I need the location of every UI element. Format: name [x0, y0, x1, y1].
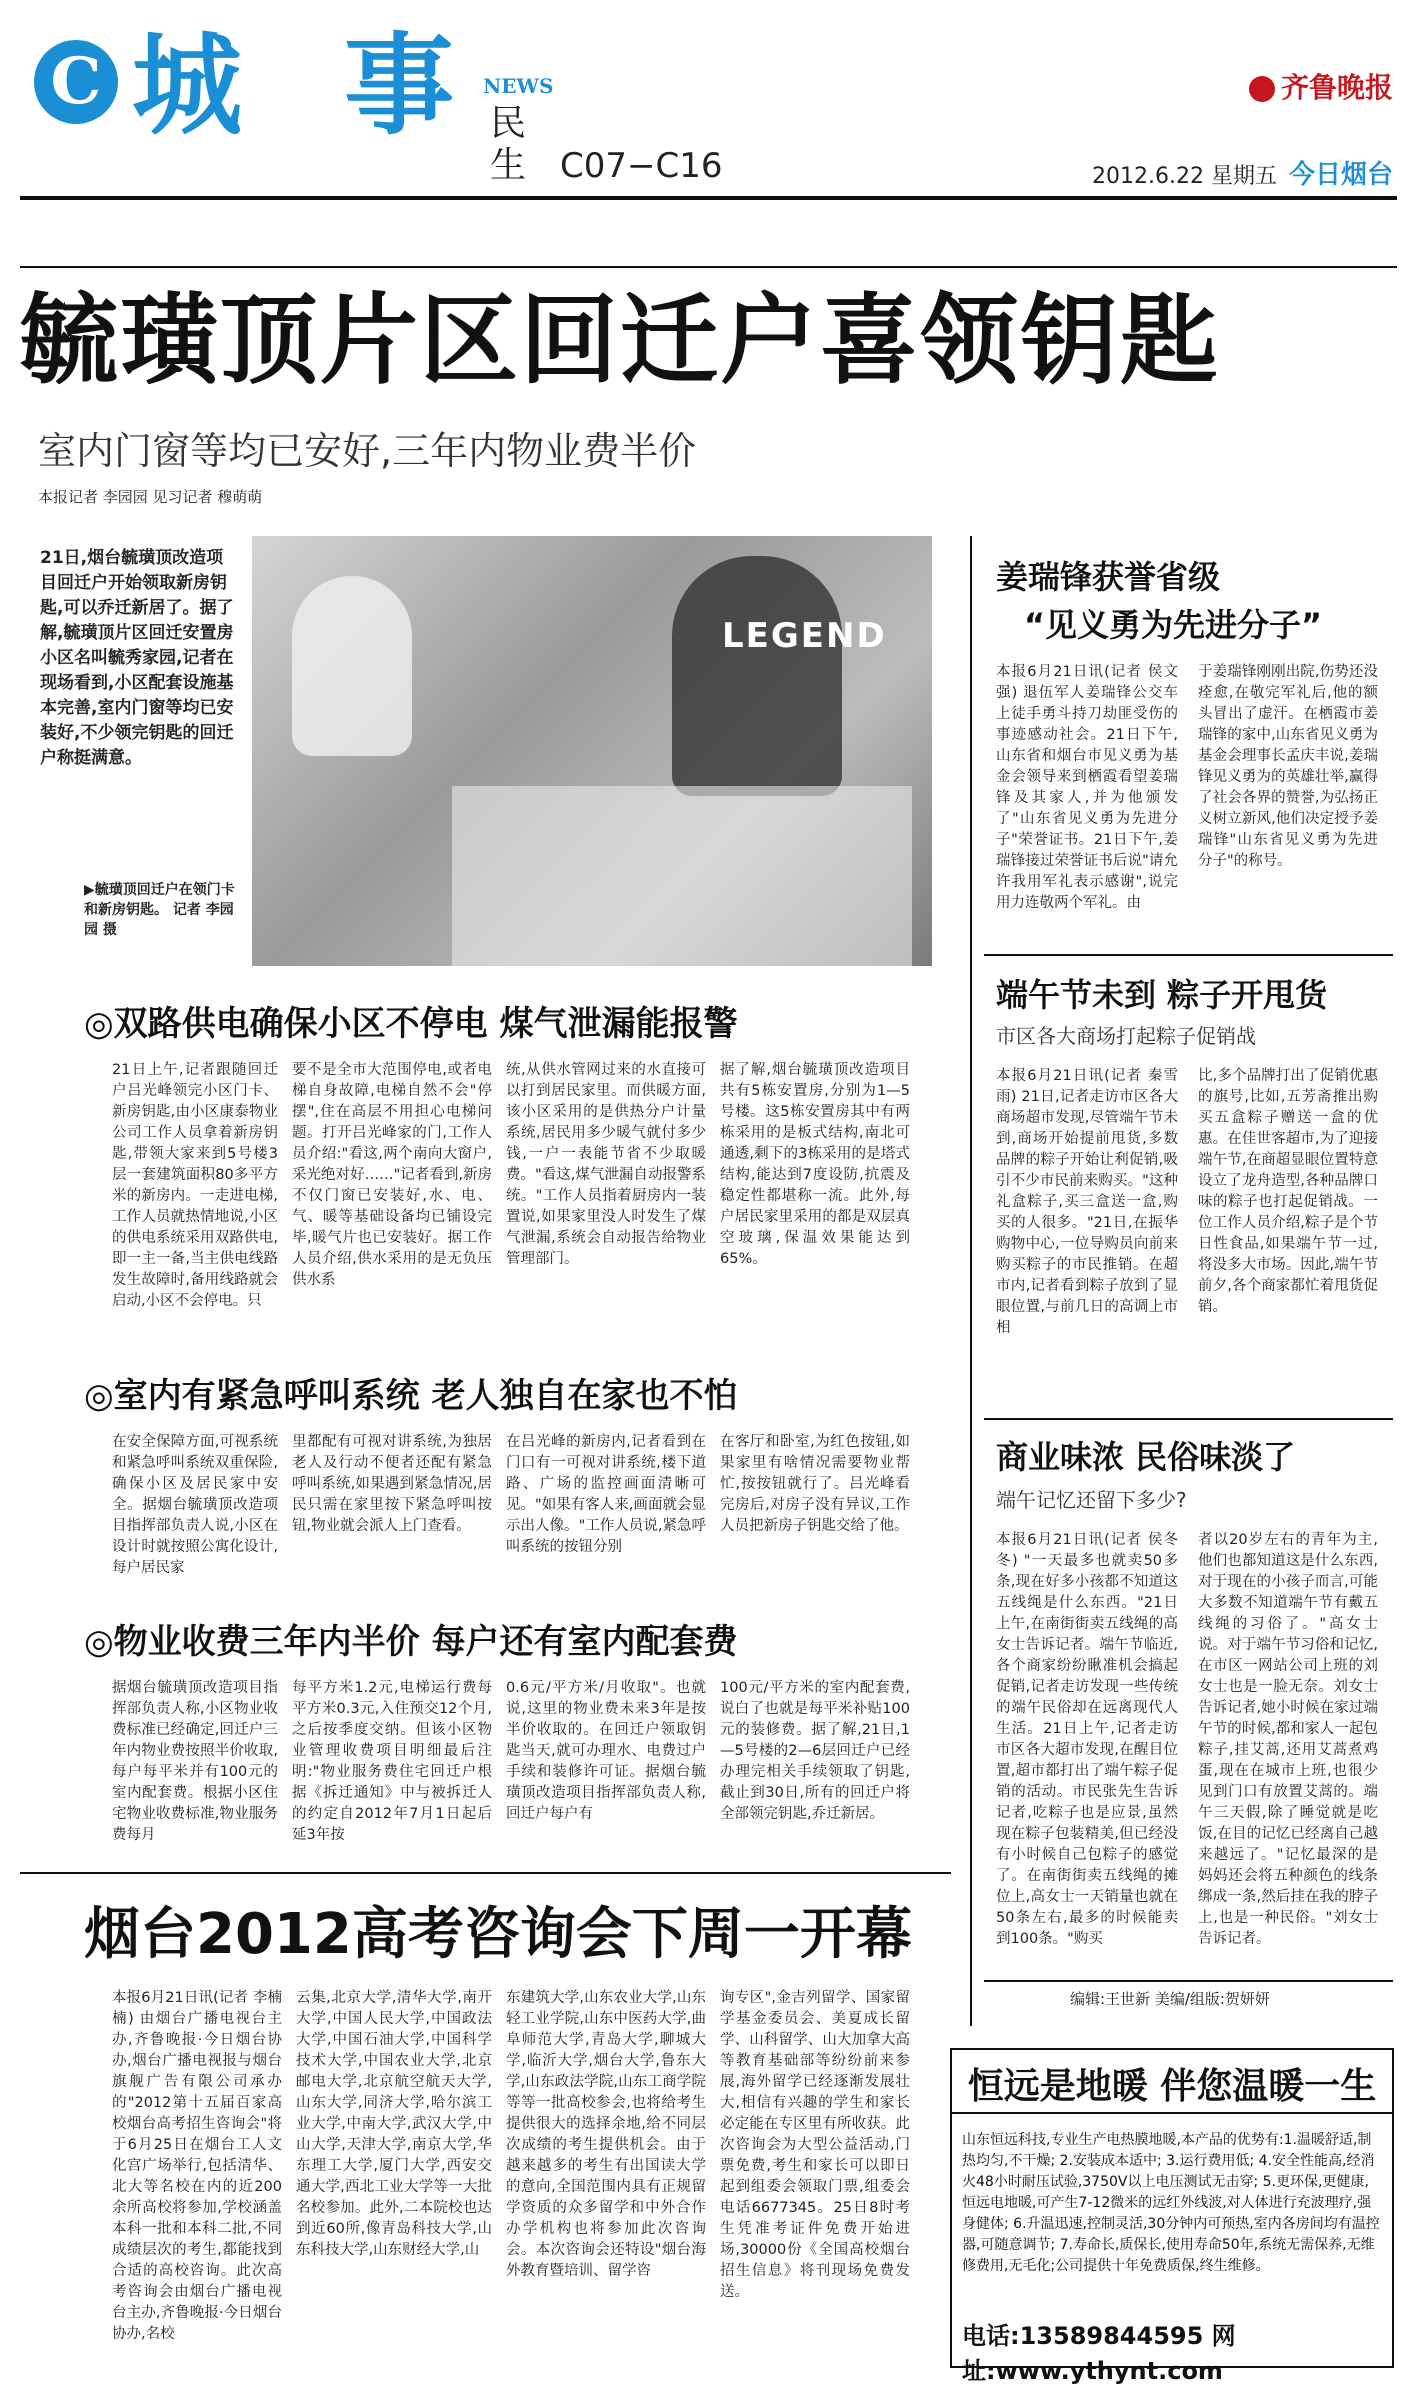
gaokao-col-3: 东建筑大学,山东农业大学,山东轻工业学院,山东中医药大学,曲阜师范大学,青岛大学,聊城大学,临沂大学,烟台大学,鲁东大学,山东政法学院,山东工商学院等等一批高校参会,也将给考生提供很大的选择余地,给不同层次成绩的考生提供机会。由于越来越多的考生有出国读大学的意向,全国范围内具有正规留学资质的众多留学和中外合作办学机构也将参加此次咨询会。本次咨询会还特设"烟台海外教育暨培训、留学咨 — [506, 1990, 706, 2279]
side2-rule — [984, 954, 1393, 956]
side3-rule — [984, 1418, 1393, 1420]
section-min: 民 — [490, 103, 527, 144]
page-range: C07−C16 — [560, 146, 723, 186]
section-power-col-3: 统,从供水管网过来的水直接可以打到居民家里。而供暖方面,该小区采用的是供热分户计量系统,居民用多少暖气就付多少钱,一户一表能节省不少取暖费。"看这,煤气泄漏自动报警系统。"工作人员指着厨房内一装置说,如果家里没人时发生了煤气泄漏,系统会自动报告给物业管理部门。 — [506, 1062, 706, 1267]
photo-shirt-text: LEGEND — [722, 616, 887, 656]
section-emergency-col-1: 在安全保障方面,可视系统和紧急呼叫系统双重保险,确保小区及居民家中安全。据烟台毓璜顶改造项目指挥部负责人说,小区在设计时就按照公寓化设计,每户居民家 — [112, 1434, 278, 1576]
section-badge: C — [34, 40, 118, 124]
gaokao-col-1: 本报6月21日讯(记者 李楠楠) 由烟台广播电视台主办,齐鲁晚报·今日烟台协办,烟台广播电视报与烟台旗舰广告有限公司承办的"2012第十五届百家高校烟台高考招生咨询会"将于6月25日在烟台工人文化宫广场举行,包括清华、北大等名校在内的近200余所高校将参加,学校涵盖本科一批和本科二批,不同成绩层次的考生,都能找到合适的高校咨询。此次高考咨询会由烟台广播电视台主办,齐鲁晚报·今日烟台协办,名校 — [112, 1990, 282, 2342]
side1-title-2: “见义勇为先进分子” — [1024, 606, 1323, 644]
main-byline: 本报记者 李园园 见习记者 穆萌萌 — [38, 488, 263, 506]
section-power-col-2: 要不是全市大范围停电,或者电梯自身故障,电梯自然不会"停摆",住在高层不用担心电梯问题。打开吕光峰家的门,工作人员介绍:"看这,两个南向大窗户,采光绝对好……"记者看到,新房不仅门窗已安装好,水、电、气、暖等基础设备均已铺设完毕,暖气片也已安装好。据工作人员介绍,供水采用的是无负压供水系 — [292, 1062, 492, 1288]
section-emergency-col-3: 在吕光峰的新房内,记者看到在门口有一可视对讲系统,楼下道路、广场的监控画面清晰可见。"如果有客人来,画面就会显示出人像。"工作人员说,紧急呼叫系统的按钮分别 — [506, 1434, 706, 1555]
gaokao-rule — [20, 1872, 951, 1874]
ad-box — [950, 2048, 1394, 2385]
masthead-title-1: 城 — [132, 21, 242, 150]
ad-divider — [952, 2112, 1392, 2114]
column-divider — [970, 536, 972, 2026]
section-emergency-col-4: 在客厅和卧室,为红色按钮,如果家里有啥情况需要物业帮忙,按按钮就行了。吕光峰看完房后,对房子没有异议,工作人员把新房子钥匙交给了他。 — [720, 1434, 910, 1534]
issue-date: 2012.6.22 星期五 今日烟台 — [1092, 160, 1393, 190]
side1-col-2: 于姜瑞锋刚刚出院,伤势还没痊愈,在敬完军礼后,他的额头冒出了虚汗。在栖霞市姜瑞锋的家中,山东省见义勇为基金会理事长孟庆丰说,姜瑞锋见义勇为的英雄壮举,赢得了社会各界的赞誉,为弘扬正义树立新风,他们决定授予姜瑞锋"山东省见义勇为先进分子"的称号。 — [1198, 664, 1378, 869]
lead-paragraph: 21日,烟台毓璜顶改造项目回迁户开始领取新房钥匙,可以乔迁新居了。据了解,毓璜顶片区回迁安置房小区名叫毓秀家园,记者在现场看到,小区配套设施基本完善,室内门窗等均已安装好,不少领完钥匙的回迁户称挺满意。 — [40, 548, 234, 768]
header-rule — [20, 196, 1397, 200]
section-sheng: 生 — [490, 145, 527, 186]
section-power-col-4: 据了解,烟台毓璜顶改造项目共有5栋安置房,分别为1—5号楼。这5栋安置房其中有两栋采用的是板式结构,南北可通透,剩下的3栋采用的是塔式结构,能达到7度设防,抗震及稳定性都堪称一流。此外,每户居民家里采用的都是双层真空玻璃,保温效果能达到65%。 — [720, 1062, 910, 1267]
ad-headline: 恒远是地暖 伴您温暖一生 — [967, 2066, 1377, 2107]
side2-title: 端午节未到 粽子开甩货 — [996, 976, 1328, 1014]
photo-caption: ▶毓璜顶回迁户在领门卡和新房钥匙。 记者 李园园 摄 — [84, 882, 235, 938]
newspaper-logo: 齐鲁晚报 — [1249, 66, 1393, 106]
side3-col-1: 本报6月21日讯(记者 侯冬冬) "一天最多也就卖50多条,现在好多小孩都不知道这五线绳是什么东西。"21日上午,在南街街卖五线绳的高女士告诉记者。端午节临近,各个商家纷纷瞅准机会搞起促销,记者走访发现一些传统的端午民俗却在远离现代人生活。21日上午,记者走访市区各大超市发现,在醒目位置,超市都打出了端午粽子促销的活动。市民张先生告诉记者,吃粽子也是应景,虽然现在粽子包装精美,但已经没有小时候自己包粽子的感觉了。在南街街卖五线绳的摊位上,高女士一天销量也就在50条左右,最多的时候能卖到100条。"购买 — [996, 1532, 1178, 1947]
section-emergency-col-2: 里都配有可视对讲系统,为独居老人及行动不便者还配有紧急呼叫系统,如果遇到紧急情况,居民只需在家里按下紧急呼叫按钮,物业就会派人上门查看。 — [292, 1434, 492, 1534]
masthead-title-2: 事 — [344, 21, 454, 150]
section-fee-col-3: 0.6元/平方米/月收取"。也就说,这里的物业费未来3年是按半价收取的。在回迁户领取钥匙当天,就可办理水、电费过户手续和装修许可证。据烟台毓璜顶改造项目指挥部负责人称,回迁户每户有 — [506, 1680, 706, 1822]
section-heading-emergency: ◎室内有紧急呼叫系统 老人独自在家也不怕 — [84, 1376, 738, 1416]
side3-subtitle: 端午记忆还留下多少? — [996, 1488, 1187, 1512]
ad-contact: 电话:13589844595 网址:www.ythynt.com — [962, 2322, 1236, 2385]
side2-subtitle: 市区各大商场打起粽子促销战 — [996, 1024, 1256, 1048]
side2-col-1: 本报6月21日讯(记者 秦雪雨) 21日,记者走访市区各大商场超市发现,尽管端午节未到,商场开始提前甩货,多数品牌的粽子开始让利促销,吸引不少市民前来购买。"这种礼盒粽子,买三盒送一盒,购买的人很多。"21日,在振华购物中心,一位导购员向前来购买粽子的市民推销。在超市内,记者看到粽子放到了显眼位置,与前几日的高调上市相 — [996, 1068, 1178, 1336]
gaokao-headline: 烟台2012高考咨询会下周一开幕 — [84, 1902, 912, 1967]
edition-label: 今日烟台 — [1288, 160, 1393, 190]
section-heading-power: ◎双路供电确保小区不停电 煤气泄漏能报警 — [84, 1004, 738, 1044]
section-fee-col-4: 100元/平方米的室内配套费,说白了也就是每平米补贴100元的装修费。据了解,21日,1—5号楼的2—6层回迁户已经办理完相关手续领取了钥匙,截止到30日,所有的回迁户将全部领完钥匙,乔迁新居。 — [720, 1680, 910, 1822]
gaokao-col-2: 云集,北京大学,清华大学,南开大学,中国人民大学,中国政法大学,中国石油大学,中国科学技术大学,中国农业大学,北京邮电大学,北京航空航天大学,山东大学,同济大学,哈尔滨工业大学,中南大学,武汉大学,中山大学,天津大学,南京大学,华东理工大学,厦门大学,西安交通大学,西北工业大学等一大批名校参加。此外,二本院校也达到近60所,像青岛科技大学,山东科技大学,山东财经大学,山 — [296, 1990, 492, 2258]
section-fee-col-2: 每平方米1.2元,电梯运行费每平方米0.3元,入住预交12个月,之后按季度交纳。但该小区物业管理收费项目明细最后注明:"物业服务费住宅回迁户根据《拆迁通知》中与被拆迁人的约定自2012年7月1日起后延3年按 — [292, 1680, 492, 1843]
logo-icon — [1249, 76, 1275, 102]
side3-col-2: 者以20岁左右的青年为主,他们也都知道这是什么东西,对于现在的小孩子而言,可能大多数不知道端午节有戴五线绳的习俗了。"高女士说。对于端午节习俗和记忆,在市区一网站公司上班的刘女士也是一脸无奈。刘女士告诉记者,她小时候在家过端午节的时候,都和家人一起包粽子,挂艾蒿,还用艾蒿煮鸡蛋,现在在城市上班,也很少见到门口有放置艾蒿的。端午三天假,除了睡觉就是吃饭,在目的记忆已经离自己越来越远了。"记忆最深的是妈妈还会将五种颜色的线条绑成一条,然后挂在我的脖子上,也是一种民俗。"刘女士告诉记者。 — [1198, 1532, 1378, 1947]
side1-col-1: 本报6月21日讯(记者 侯文强) 退伍军人姜瑞锋公交车上徒手勇斗持刀劫匪受伤的事迹感动社会。21日下午,山东省和烟台市见义勇为基金会领导来到栖霞看望姜瑞锋及其家人,并为他颁发了"山东省见义勇为先进分子"荣誉证书。21日下午,姜瑞锋接过荣誉证书后说"请允许我用军礼表示感谢",说完用力连敬两个军礼。由 — [996, 664, 1178, 911]
news-photo — [252, 536, 932, 966]
editor-rule — [984, 1980, 1393, 1982]
side1-title: 姜瑞锋获誉省级 — [996, 558, 1221, 596]
news-label: NEWS — [483, 74, 554, 98]
top-rule — [20, 266, 1397, 268]
section-power-col-1: 21日上午,记者跟随回迁户吕光峰领完小区门卡、新房钥匙,由小区康泰物业公司工作人员拿着新房钥匙,带领大家来到5号楼3层一套建筑面积80多平方米的新房内。一走进电梯,工作人员就热情地说,小区的供电系统采用双路供电,即一主一备,当主供电线路发生故障时,备用线路就会启动,小区不会停电。只 — [112, 1062, 278, 1309]
side2-col-2: 比,多个品牌打出了促销优惠的旗号,比如,五芳斋推出购买五盒粽子赠送一盒的优惠。在佳世客超市,为了迎接端午节,在商超显眼位置特意设立了龙舟造型,各种品牌口味的粽子也打起促销战。一位工作人员介绍,粽子是个节日性食品,如果端午节一过,将没多大市场。因此,端午节前夕,各个商家都忙着甩货促销。 — [1198, 1068, 1378, 1315]
main-subheadline: 室内门窗等均已安好,三年内物业费半价 — [38, 429, 697, 473]
gaokao-col-4: 询专区",金吉列留学、国家留学基金委员会、美夏成长留学、山科留学、山大加拿大高等教育基础部等纷纷前来参展,海外留学已经逐渐发展壮大,相信有兴趣的学生和家长必定能在专区里有所收获。此次咨询会为大型公益活动,门票免费,考生和家长可以即日起到组委会领取门票,组委会电话6677345。25日8时考生凭准考证件免费开始进场,30000份《全国高校烟台招生信息》将刊现场免费发送。 — [720, 1990, 910, 2300]
side3-title: 商业味浓 民俗味淡了 — [996, 1438, 1296, 1476]
main-headline: 毓璜顶片区回迁户喜领钥匙 — [20, 284, 1221, 398]
ad-text: 山东恒远科技,专业生产电热膜地暖,本产品的优势有:1.温暖舒适,制热均匀,不干燥; 2.安装成本适中; 3.运行费用低; 4.安全性能高,经消火48小时耐压试验,3750V以上电压测试无击穿; 5.更环保,更健康,恒远电地暖,可产生7-12微米的远红外线波,对人体进行充波理疗,强身健体; 6.升温迅速,控制灵活,30分钟内可预热,室内各房间均有温控器,可随意调节; 7.寿命长,质保长,使用寿命50年,系统无需保养,无维修费用,无毛化;公司提供十年免费质保,终生维修。 — [962, 2132, 1380, 2274]
section-heading-property-fee: ◎物业收费三年内半价 每户还有室内配套费 — [84, 1622, 738, 1662]
editor-credit: 编辑:王世新 美编/组版:贺妍妍 — [1070, 1990, 1270, 2008]
section-fee-col-1: 据烟台毓璜顶改造项目指挥部负责人称,小区物业收费标准已经确定,回迁户三年内物业费按照半价收取,每户每平米并有100元的室内配套费。根据小区住宅物业收费标准,物业服务费每月 — [112, 1680, 278, 1843]
